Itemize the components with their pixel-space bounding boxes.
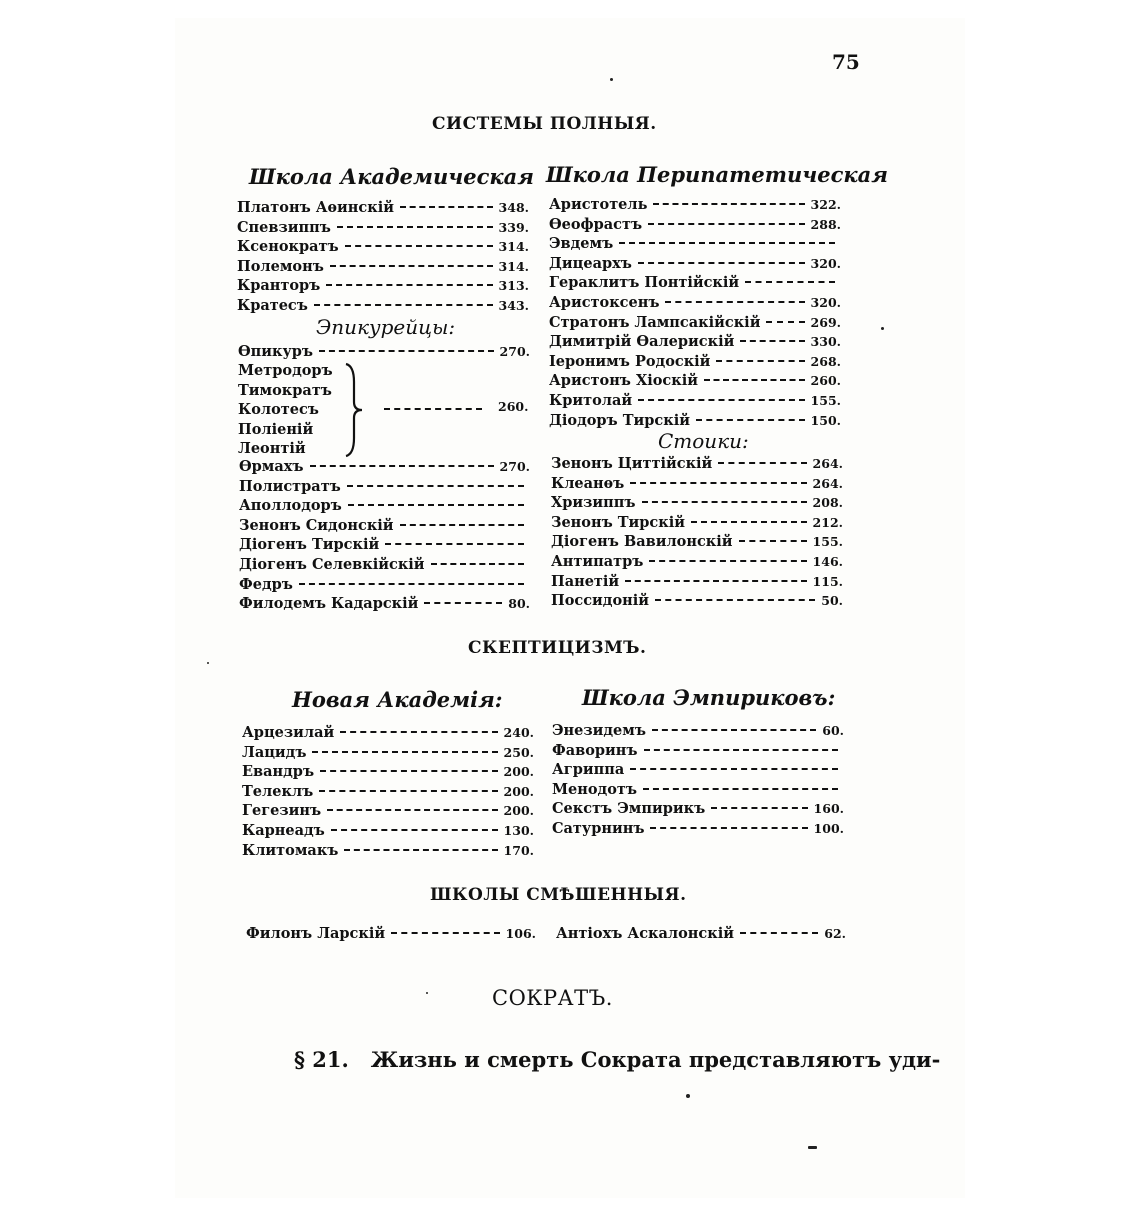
paragraph-text: Жизнь и смерть Сократа представляютъ уди- bbox=[370, 1047, 941, 1072]
group-value: 260. bbox=[498, 399, 529, 414]
skepticism-heading: СКЕПТИЦИЗМЪ. bbox=[468, 638, 647, 658]
empirics-row: Менодотъ bbox=[552, 780, 844, 799]
stoic-row: Антипатръ 146. bbox=[551, 553, 843, 570]
new-academy-row: Телеклъ 200. bbox=[242, 782, 534, 800]
academic-row: Ксенократъ 314. bbox=[237, 238, 529, 256]
epicurean-row: Федръ bbox=[239, 575, 530, 594]
mixed-schools-heading: ШКОЛЫ СМѢШЕННЫЯ. bbox=[430, 885, 687, 905]
stoic-row: Панетій 115. bbox=[551, 572, 843, 590]
peripatetic-row: Діодоръ Тирскій 150. bbox=[549, 411, 841, 429]
epicurean-row: Зенонъ Сидонскій bbox=[239, 516, 530, 535]
academic-row: Полемонъ 314. bbox=[237, 257, 529, 275]
print-speck bbox=[610, 78, 613, 81]
peripatetic-row: Эвдемъ bbox=[549, 234, 841, 253]
new-academy-row: Гегезинъ 200. bbox=[242, 802, 534, 820]
stoics-heading: Стоики: bbox=[658, 429, 749, 453]
empirics-heading: Школа Эмпириковъ: bbox=[582, 685, 836, 710]
epicurean-row: Діогенъ Селевкійскій bbox=[239, 555, 530, 574]
peripatetic-row: Дицеархъ 320. bbox=[549, 254, 841, 272]
peripatetic-row: Критолай 155. bbox=[549, 392, 841, 409]
epicurean-row: Филодемъ Кадарскій 80. bbox=[239, 595, 530, 613]
epicurean-row: Полистратъ bbox=[239, 477, 530, 496]
systems-heading: СИСТЕМЫ ПОЛНЫЯ. bbox=[432, 114, 657, 134]
new-academy-row: Евандръ 200. bbox=[242, 763, 534, 781]
print-speck bbox=[808, 1146, 817, 1149]
peripatetic-row: Гераклитъ Понтійскій bbox=[549, 273, 841, 292]
section-sign: § 21. bbox=[294, 1047, 349, 1072]
empirics-row: Энезидемъ 60. bbox=[552, 722, 844, 739]
academic-row: Платонъ Аѳинскій 348. bbox=[237, 199, 529, 216]
print-speck bbox=[426, 992, 428, 994]
empirics-row: Агриппа bbox=[552, 760, 844, 779]
peripatetic-row: Іеронимъ Родоскій 268. bbox=[549, 352, 841, 370]
page-number: 75 bbox=[832, 50, 860, 74]
epicurean-row: Діогенъ Тирскій bbox=[239, 535, 530, 554]
epicurean-row: Ѳпикуръ 270. bbox=[238, 343, 530, 360]
mixed-row-left: Филонъ Ларскій 106. bbox=[246, 925, 536, 942]
print-speck bbox=[686, 1094, 690, 1098]
new-academy-row: Арцезилай 240. bbox=[242, 724, 534, 741]
peripatetic-row: Аристонъ Хіоскій 260. bbox=[549, 372, 841, 390]
new-academy-row: Клитомакъ 170. bbox=[242, 841, 534, 859]
academic-school-heading: Школа Академическая bbox=[249, 164, 534, 189]
epicurean-group-item: Леонтій bbox=[238, 440, 306, 458]
print-speck bbox=[207, 662, 209, 664]
mixed-row-right: Антіохъ Аскалонскій 62. bbox=[556, 925, 846, 942]
stoic-row: Зенонъ Циттійскій 264. bbox=[551, 455, 843, 472]
print-speck bbox=[881, 327, 884, 330]
epicurean-group-item: Метродоръ bbox=[238, 362, 333, 379]
epicurean-group-item: Поліеній bbox=[238, 420, 314, 438]
peripatetic-row: Аристотель 322. bbox=[549, 196, 841, 213]
epicurean-row: Ѳрмахъ 270. bbox=[239, 458, 530, 475]
paragraph-line bbox=[294, 1047, 940, 1072]
stoic-row: Поссидоній 50. bbox=[551, 592, 843, 610]
academic-row: Спевзиппъ 339. bbox=[237, 218, 529, 236]
peripatetic-row: Аристоксенъ 320. bbox=[549, 294, 841, 311]
stoic-row: Діогенъ Вавилонскій 155. bbox=[551, 533, 843, 551]
stoic-row: Клеанѳъ 264. bbox=[551, 474, 843, 492]
epicurean-group-item: Колотесъ bbox=[238, 401, 319, 419]
curly-brace-icon bbox=[342, 362, 364, 458]
epicurean-group-item: Тимократъ bbox=[238, 381, 332, 399]
new-academy-row: Карнеадъ 130. bbox=[242, 822, 534, 839]
peripatetic-school-heading: Школа Перипатетическая bbox=[546, 162, 888, 187]
stoic-row: Хризиппъ 208. bbox=[551, 494, 843, 512]
peripatetic-row: Димитрій Ѳалерискій 330. bbox=[549, 333, 841, 351]
empirics-row: Фаворинъ bbox=[552, 741, 844, 760]
stoic-row: Зенонъ Тирскій 212. bbox=[551, 513, 843, 531]
peripatetic-row: Стратонъ Лампсакійскій 269. bbox=[549, 313, 841, 331]
empirics-row: Секстъ Эмпирикъ 160. bbox=[552, 800, 844, 818]
peripatetic-row: Ѳеофрастъ 288. bbox=[549, 215, 841, 233]
new-academy-row: Лацидъ 250. bbox=[242, 743, 534, 761]
group-dash-leader bbox=[384, 408, 482, 410]
epicurean-row: Аполлодоръ bbox=[239, 496, 530, 515]
new-academy-heading: Новая Академія: bbox=[292, 687, 503, 712]
epicureans-heading: Эпикурейцы: bbox=[316, 315, 456, 339]
academic-row: Кратесъ 343. bbox=[237, 297, 529, 314]
empirics-row: Сатурнинъ 100. bbox=[552, 820, 844, 837]
academic-row: Кранторъ 313. bbox=[237, 277, 529, 295]
socrates-heading: СОКРАТЪ. bbox=[492, 986, 613, 1010]
